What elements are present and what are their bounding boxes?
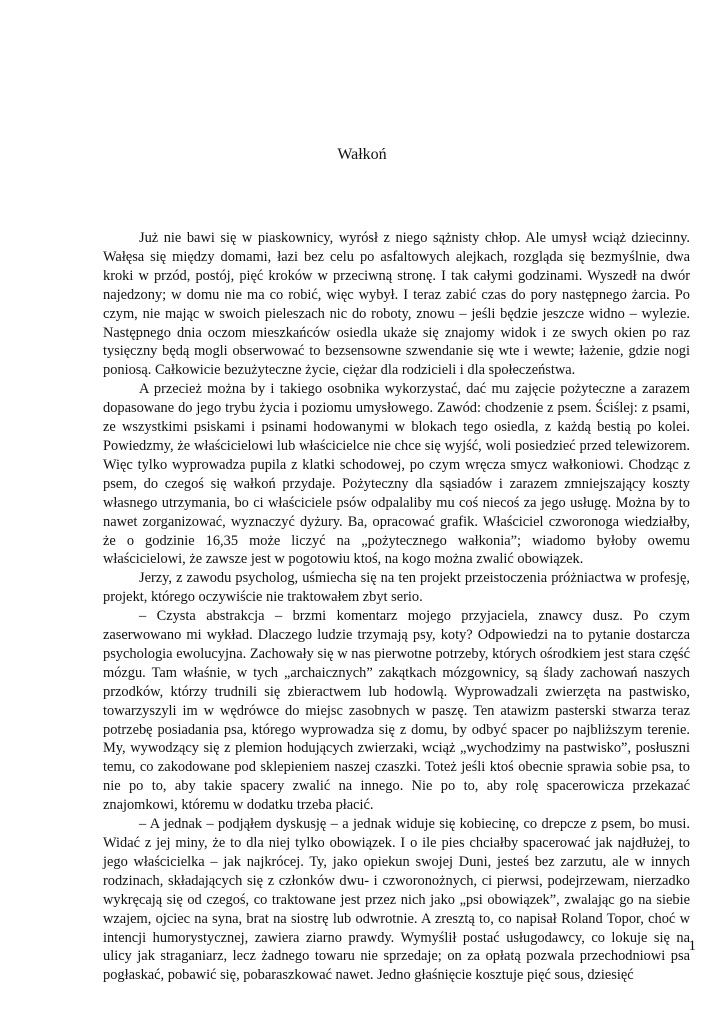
paragraph: Jerzy, z zawodu psycholog, uśmiecha się na ten projekt przeistoczenia próżniactwa w profesję, projekt, którego oczywiście nie traktowałem zbyt serio. (103, 570, 690, 606)
paragraph: – Czysta abstrakcja – brzmi komentarz mojego przyjaciela, znawcy dusz. Po czym zaserwowano mi wykład. Dlaczego ludzie trzymają psy, koty? Odpowiedzi na to pytanie dostarcza psychologia ewolucyjna. Zachowały się w nas pierwotne potrzeby, których ośrodkiem jest stara część mózgu. Tam właśnie, w tych „archaicznych” zakątkach mózgownicy, są ślady zachowań naszych przodków, którzy trudnili się zbieractwem lub hodowlą. Wyprowadzali zwierzęta na pastwisko, towarzyszyli im w wędrówce do miejsc zasobnych w paszę. Ten atawizm pasterski stwarza teraz potrzebę posiadania psa, którego wyprowadza się z domu, by odbyć spacer po najbliższym terenie. My, wywodzący się z plemion hodujących zwierzaki, wciąż „wychodzimy na pastwisko”, posłuszni temu, co zakodowane pod sklepieniem naszej czaszki. Toteż jeśli ktoś obecnie sprawia sobie psa, to nie po to, aby takie spacery zwalić na innego. Nie po to, aby rolę spacerowicza przekazać znajomkowi, któremu w dodatku trzeba płacić. (103, 608, 690, 814)
page-number: 1 (688, 938, 696, 954)
paragraph: – A jednak – podjąłem dyskusję – a jednak widuje się kobiecinę, co drepcze z psem, bo musi. Widać z jej miny, że to dla niej tylko obowiązek. I o ile pies chciałby spacerować jak najdłużej, to jego właścicielka – jak najkrócej. Ty, jako opiekun swojej Duni, jesteś bez zarzutu, ale w innych rodzinach, składających się z członków dwu- i czworonożnych, ci pierwsi, podejrzewam, nierzadko wykręcają się od czegoś, co traktowane jest przez nich jako „psi obowiązek”, zwalając go na siebie wzajem, ojciec na syna, brat na siostrę lub odwrotnie. A zresztą to, co napisał Roland Topor, choć w intencji humorystycznej, zawiera ziarno prawdy. Wymyślił postać usługodawcy, co lokuje się na ulicy jak straganiarz, lecz żadnego towaru nie sprzedaje; on za opłatą pozwala przechodniowi psa pogłaskać, pobawić się, pobaraszkować nawet. Jedno głaśnięcie kosztuje pięć sous, dziesięć (103, 816, 690, 984)
paragraph: Już nie bawi się w piaskownicy, wyrósł z niego sążnisty chłop. Ale umysł wciąż dziecinny. Wałęsa się między domami, łazi bez celu po asfaltowych alejkach, rozgląda się bezmyślnie, dwa kroki w przód, postój, pięć kroków w przeciwną stronę. I tak całymi godzinami. Wyszedł na dwór najedzony; w domu nie ma co robić, więc wybył. I teraz zabić czas do pory następnego żarcia. Po czym, nie mając w swoich pieleszach nic do roboty, znowu – jeśli będzie jeszcze widno – wylezie. Następnego dnia oczom mieszkańców osiedla ukaże się znajomy widok i ze swych okien po raz tysięczny będą mogli obserwować to bezsensowne szwendanie się wte i wewte; łażenie, gdzie nogi poniosą. Całkowicie bezużyteczne życie, ciężar dla rodzicieli i dla społeczeństwa. (103, 230, 690, 379)
document-title: Wałkoń (337, 146, 387, 163)
paragraph: A przecież można by i takiego osobnika wykorzystać, dać mu zajęcie pożyteczne a zarazem dopasowane do jego trybu życia i poziomu umysłowego. Zawód: chodzenie z psem. Ściślej: z psami, ze wszystkimi psiskami i psinami hodowanymi w blokach tego osiedla, z każdą bestią po kolei. Powiedzmy, że właścicielowi lub właścicielce nie chce się wyjść, woli posiedzieć przed telewizorem. Więc tylko wyprowadza pupila z klatki schodowej, po czym wręcza smycz wałkoniowi. Chodząc z psem, do czegoś się wałkoń przydaje. Pożyteczny dla sąsiadów i zarazem zmniejszający koszty własnego utrzymania, bo ci właściciele psów odpalaliby mu coś niecoś za jego usługę. Można by to nawet zorganizować, wyznaczyć dyżury. Ba, opracować grafik. Właściciel czworonoga wiedziałby, że o godzinie 16,35 może liczyć na „pożytecznego wałkonia”; wiadomo byłoby owemu właścicielowi, że zawsze jest w pogotowiu ktoś, na kogo można zwalić obowiązek. (103, 381, 690, 568)
document-body (103, 229, 690, 985)
